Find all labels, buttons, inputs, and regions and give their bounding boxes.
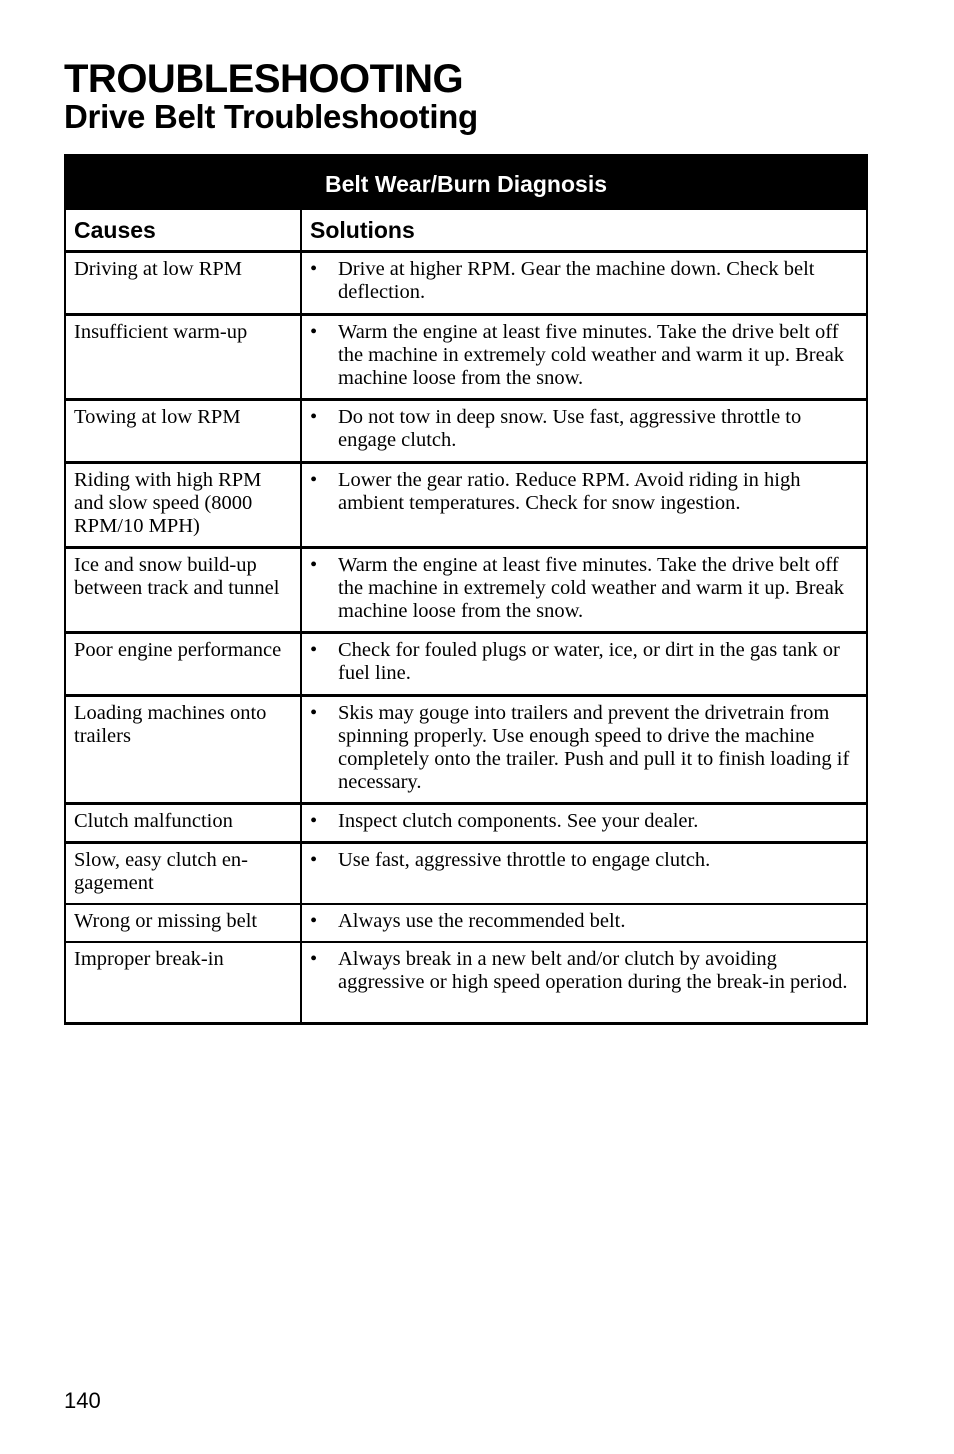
- section-title: TROUBLESHOOTING: [64, 57, 464, 101]
- solution-cell: [301, 400, 867, 463]
- bullet: •: [310, 849, 318, 871]
- page-number: 140: [64, 1388, 101, 1413]
- solution-cell: [301, 548, 867, 633]
- cause-cell: Poor engine performance: [65, 633, 301, 696]
- table-row: [65, 315, 867, 400]
- solution-cell: [301, 252, 867, 315]
- solution-cell: [301, 315, 867, 400]
- cause-cell: Clutch malfunction: [65, 804, 301, 843]
- table-row: [65, 904, 867, 942]
- solution-cell: [301, 942, 867, 1023]
- table-row: [65, 548, 867, 633]
- table-row: [65, 400, 867, 463]
- cause-cell: Wrong or missing belt: [65, 904, 301, 942]
- solution-cell: [301, 843, 867, 905]
- solution-text: Skis may gouge into trailers and prevent the drivetrain from spinning properly. Use enough speed to drive the machine completely onto the trailer. Push and pull it to finish loading if necessary.: [338, 702, 850, 793]
- cause-cell: Slow, easy clutch en-gagement: [65, 843, 301, 905]
- solution-text: Always break in a new belt and/or clutch by avoiding aggressive or high speed operation during the break-in period.: [338, 948, 848, 993]
- bullet: •: [310, 469, 318, 491]
- bullet: •: [310, 554, 318, 576]
- cause-cell: Insufficient warm-up: [65, 315, 301, 400]
- solution-text: Lower the gear ratio. Reduce RPM. Avoid riding in high ambient temperatures. Check for snow ingestion.: [338, 469, 801, 514]
- solution-text: Always use the recommended belt.: [338, 910, 626, 932]
- cause-cell: Towing at low RPM: [65, 400, 301, 463]
- table-row: [65, 696, 867, 804]
- solution-text: Use fast, aggressive throttle to engage clutch.: [338, 849, 711, 871]
- bullet: •: [310, 810, 318, 832]
- solution-text: Inspect clutch components. See your dealer.: [338, 810, 699, 832]
- belt-diagnosis-table: [64, 154, 868, 1025]
- table-row: [65, 804, 867, 843]
- bullet: •: [310, 406, 318, 428]
- solution-text: Drive at higher RPM. Gear the machine down. Check belt deflection.: [338, 258, 815, 303]
- solution-text: Warm the engine at least five minutes. Take the drive belt off the machine in extremely cold weather and warm it up. Break machine loose from the snow.: [338, 321, 845, 389]
- page-header: [64, 56, 478, 136]
- cause-cell: Riding with high RPM and slow speed (8000 RPM/10 MPH): [65, 463, 301, 548]
- subsection-title: Drive Belt Troubleshooting: [64, 98, 478, 135]
- table-row: [65, 843, 867, 905]
- solution-cell: [301, 904, 867, 942]
- table-row: [65, 633, 867, 696]
- cause-cell: Improper break-in: [65, 942, 301, 1023]
- causes-header: Causes: [65, 209, 301, 252]
- solution-text: Do not tow in deep snow. Use fast, aggressive throttle to engage clutch.: [338, 406, 802, 451]
- solution-cell: [301, 804, 867, 843]
- table-row: [65, 942, 867, 1023]
- bullet: •: [310, 639, 318, 661]
- bullet: •: [310, 910, 318, 932]
- solution-cell: [301, 633, 867, 696]
- table-title: Belt Wear/Burn Diagnosis: [65, 155, 867, 209]
- cause-cell: Driving at low RPM: [65, 252, 301, 315]
- solution-cell: [301, 696, 867, 804]
- solution-text: Check for fouled plugs or water, ice, or dirt in the gas tank or fuel line.: [338, 639, 840, 684]
- table-row: [65, 463, 867, 548]
- bullet: •: [310, 702, 318, 724]
- cause-cell: Loading machines onto trailers: [65, 696, 301, 804]
- solutions-header: Solutions: [301, 209, 867, 252]
- bullet: •: [310, 321, 318, 343]
- table-row: [65, 252, 867, 315]
- solution-text: Warm the engine at least five minutes. Take the drive belt off the machine in extremely cold weather and warm it up. Break machine loose from the snow.: [338, 554, 845, 622]
- solution-cell: [301, 463, 867, 548]
- bullet: •: [310, 258, 318, 280]
- bullet: •: [310, 948, 318, 970]
- cause-cell: Ice and snow build-up between track and tunnel: [65, 548, 301, 633]
